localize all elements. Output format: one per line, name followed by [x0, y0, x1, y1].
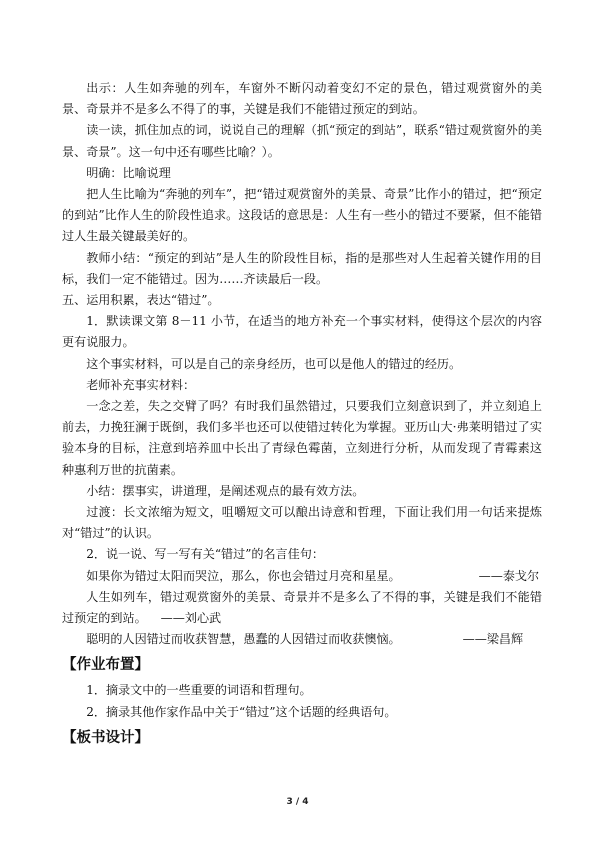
- paragraph-summary: 小结：摆事实，讲道理，是阐述观点的最有效方法。: [86, 483, 365, 498]
- paragraph-material-note: 这个事实材料，可以是自己的亲身经历，也可以是他人的错过的经历。: [86, 356, 462, 371]
- quote-text: 聪明的人因错过而收获智慧，愚蠢的人因错过而收获懊恼。: [86, 632, 401, 647]
- section-heading-five: 五、运用积累，表达“错过”。: [62, 293, 220, 308]
- quote-author: ——刘心武: [160, 611, 222, 626]
- quote-tagore: [62, 566, 542, 587]
- paragraph-display: 出示：人生如奔驰的列车，车窗外不断闪动着变幻不定的景色，错过观赏窗外的美景、奇景并不是多么不得了的事，关键是我们不能错过预定的到站。: [62, 81, 542, 117]
- board-design-heading: 【板书设计】: [62, 729, 149, 746]
- quote-liang-changhui: [62, 629, 542, 650]
- homework-item-1: 1．摘录文中的一些重要的词语和哲理句。: [86, 683, 312, 698]
- paragraph-fleming-story: 一念之差，失之交臂了吗？有时我们虽然错过，只要我们立刻意识到了，并立刻追上前去，力挽狂澜于既倒，我们多半也还可以使错过转化为掌握。亚历山大·弗莱明错过了实验本身的目标，注意到培养皿中长出了青绿色霉菌，立刻进行分析，从而发现了青霉素这种惠利万世的抗菌素。: [62, 399, 542, 477]
- paragraph-teacher-summary: 教师小结：“预定的到站”是人生的阶段性目标，指的是那些对人生起着关键作用的目标，我们一定不能错过。因为……齐读最后一段。: [62, 250, 542, 286]
- homework-heading: 【作业布置】: [62, 657, 149, 674]
- paragraph-metaphor: 把人生比喻为“奔驰的列车”，把“错过观赏窗外的美景、奇景”比作小的错过，把“预定的到站”比作人生的阶段性追求。这段话的意思是：人生有一些小的错过不要紧，但不能错过人生最关键最美好的。: [62, 187, 542, 244]
- quote-author: ——梁昌辉: [462, 632, 524, 647]
- quote-text: 人生如列车，错过观赏窗外的美景、奇景并不是多么了不得的事，关键是我们不能错过预定的到站。: [62, 589, 542, 626]
- quote-text: 如果你为错过太阳而哭泣，那么，你也会错过月亮和星星。: [86, 568, 401, 583]
- page-number: 3 / 4: [286, 797, 309, 807]
- paragraph-teacher-material: 老师补充事实材料：: [86, 377, 196, 392]
- paragraph-task-2: 2．说一说、写一写有关“错过”的名言佳句：: [86, 547, 324, 562]
- quote-author: ——泰戈尔: [478, 568, 540, 583]
- paragraph-read: 读一读，抓住加点的词，说说自己的理解（抓“预定的到站”，联系“错过观赏窗外的美景、奇景”。这一句中还有哪些比喻？）。: [62, 123, 542, 159]
- paragraph-transition: 过渡：长文浓缩为短文，咀嚼短文可以酿出诗意和哲理，下面让我们用一句话来提炼对“错过”的认识。: [62, 505, 542, 541]
- paragraph-clarify: 明确：比喻说理: [86, 165, 171, 180]
- quote-liu-xinwu: [62, 587, 542, 629]
- homework-item-2: 2．摘录其他作家作品中关于“错过”这个话题的经典语句。: [86, 704, 397, 719]
- document-body: [62, 78, 542, 753]
- paragraph-task-1: 1．默读课文第 8－11 小节，在适当的地方补充一个事实材料，使得这个层次的内容更有说服力。: [62, 314, 542, 350]
